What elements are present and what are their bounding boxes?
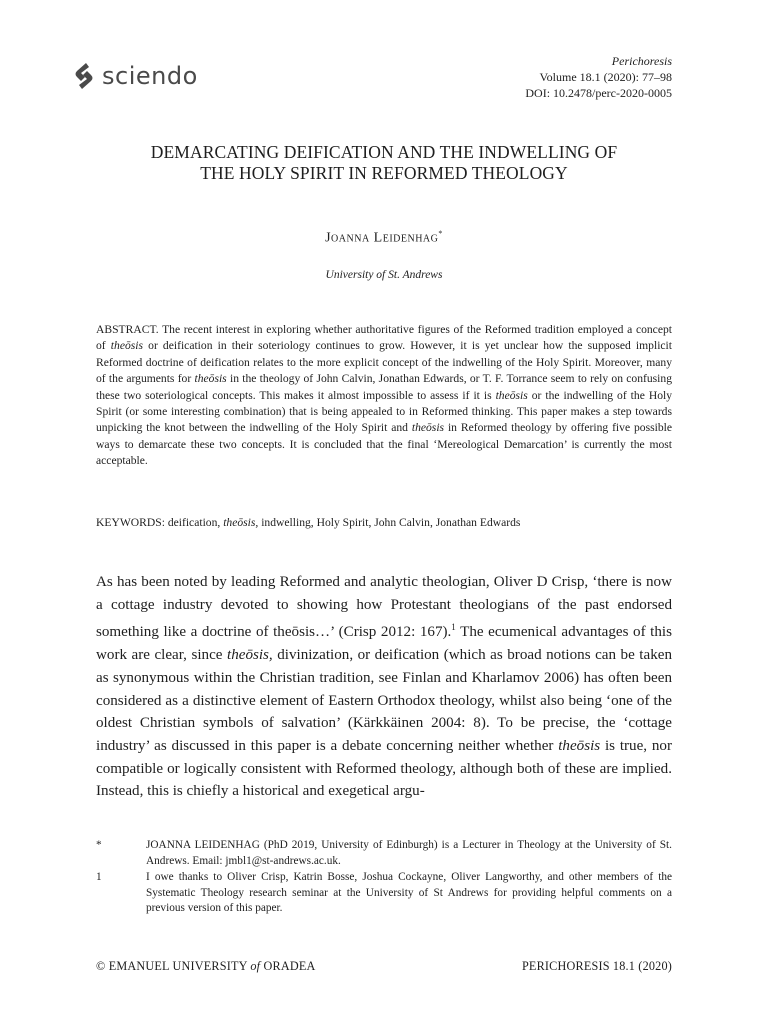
body-text: is true, nor compatible or logically consistent with Reformed theology, although both of these are implied. Instead, this is chiefly a historical and exegetical argu- xyxy=(96,737,672,800)
footnote-text: JOANNA LEIDENHAG (PhD 2019, University of Edinburgh) is a Lecturer in Theology at the University of St. Andrews. Email: jmbl1@st-andrews.ac.uk. xyxy=(146,839,672,867)
body-text: As has been noted by leading Reformed and analytic theologian, Oliver D Crisp, ‘there is now a cottage industry devoted to showing how Protestant theologians of the past endorsed something like a doctrine of theōsis…’ (Crisp 2012: 167). xyxy=(96,574,672,641)
publisher-logo xyxy=(72,58,198,94)
author-name: Joanna Leidenhag xyxy=(325,230,439,246)
title-line-2: THE HOLY SPIRIT IN REFORMED THEOLOGY xyxy=(200,163,568,183)
keywords-italic: theōsis, xyxy=(223,516,259,529)
keywords xyxy=(96,515,672,531)
abstract-text: in Reformed theology by offering five possible ways to demarcate these two concepts. It is concluded that the final ‘Mereological Demarcation’ is currently the most acceptable. xyxy=(96,421,672,468)
footnote-ref: 1 xyxy=(451,622,456,633)
sciendo-logo-icon xyxy=(72,60,96,92)
body-text: The ecumenical advantages of this work are clear, since xyxy=(96,624,672,664)
author-footnote-mark: * xyxy=(438,229,443,238)
footnote-mark: * xyxy=(96,839,102,851)
footer-text: ORADEA xyxy=(260,959,316,973)
abstract-text: ABSTRACT. The recent interest in exploring whether authoritative figures of the Reformed tradition employed a concept of xyxy=(96,323,672,353)
footer-journal: PERICHORESIS 18.1 (2020) xyxy=(521,959,672,973)
author xyxy=(96,229,672,247)
abstract-italic: theōsis xyxy=(110,339,144,353)
keywords-text: indwelling, Holy Spirit, John Calvin, Jonathan Edwards xyxy=(258,516,521,529)
article-title xyxy=(96,142,672,184)
footnote xyxy=(96,838,672,869)
abstract-text: in the theology of John Calvin, Jonathan Edwards, or T. F. Torrance seem to rely on confusing these two soteriological concepts. This makes it almost impossible to assess if it is xyxy=(96,372,672,402)
body-italic: theōsis xyxy=(558,737,601,754)
abstract-italic: theōsis xyxy=(495,388,528,402)
title-line-1: DEMARCATING DEIFICATION AND THE INDWELLING OF xyxy=(150,142,618,162)
footnote xyxy=(96,870,672,917)
footer-italic: of xyxy=(250,959,261,973)
abstract xyxy=(96,322,672,470)
body-text: divinization, or deification (which as broad notions can be taken as synonymous within the Christian tradition, see Finlan and Kharlamov 2006) has often been considered as a distinctive element of Eastern Orthodox theology, whilst also being ‘one of the oldest Christian symbols of salvation’ (Kärkkäinen 2004: 8). To be precise, the ‘cottage industry’ as discussed in this paper is a debate concerning neither whether xyxy=(96,647,672,754)
footnote-text: I owe thanks to Oliver Crisp, Katrin Bosse, Joshua Cockayne, Oliver Langworthy, and other members of the Systematic Theology research seminar at the University of St Andrews for providing helpful comments on a previous version of this paper. xyxy=(146,871,672,914)
footer-copyright xyxy=(96,959,316,974)
abstract-text: or the indwelling of the Holy Spirit (or some interesting combination) that is being appealed to in Reformed thinking. This paper makes a step towards unpicking the knot between the indwelling of the Holy Spirit and xyxy=(96,388,673,435)
abstract-italic: theōsis xyxy=(194,372,227,386)
body-paragraph xyxy=(96,571,672,803)
footnote-mark: 1 xyxy=(96,871,102,883)
logo-text: sciendo xyxy=(102,62,198,90)
journal-name: Perichoresis xyxy=(611,54,672,68)
abstract-text: or deification in their soteriology continues to grow. However, it is yet unclear how the supposed implicit Reformed doctrine of deification relates to the more explicit concept of the indwelling of the Holy Spirit. Moreover, many of the arguments for xyxy=(96,339,672,386)
journal-volume: Volume 18.1 (2020): 77–98 xyxy=(539,70,672,84)
footnotes xyxy=(96,838,672,918)
footer-text: © EMANUEL UNIVERSITY xyxy=(96,959,251,973)
journal-doi: DOI: 10.2478/perc-2020-0005 xyxy=(525,86,672,100)
body-italic: theōsis, xyxy=(227,647,273,664)
abstract-italic: theōsis xyxy=(411,421,445,435)
journal-info xyxy=(525,53,672,101)
keywords-text: KEYWORDS: deification, xyxy=(96,516,224,529)
affiliation: University of St. Andrews xyxy=(325,269,443,281)
